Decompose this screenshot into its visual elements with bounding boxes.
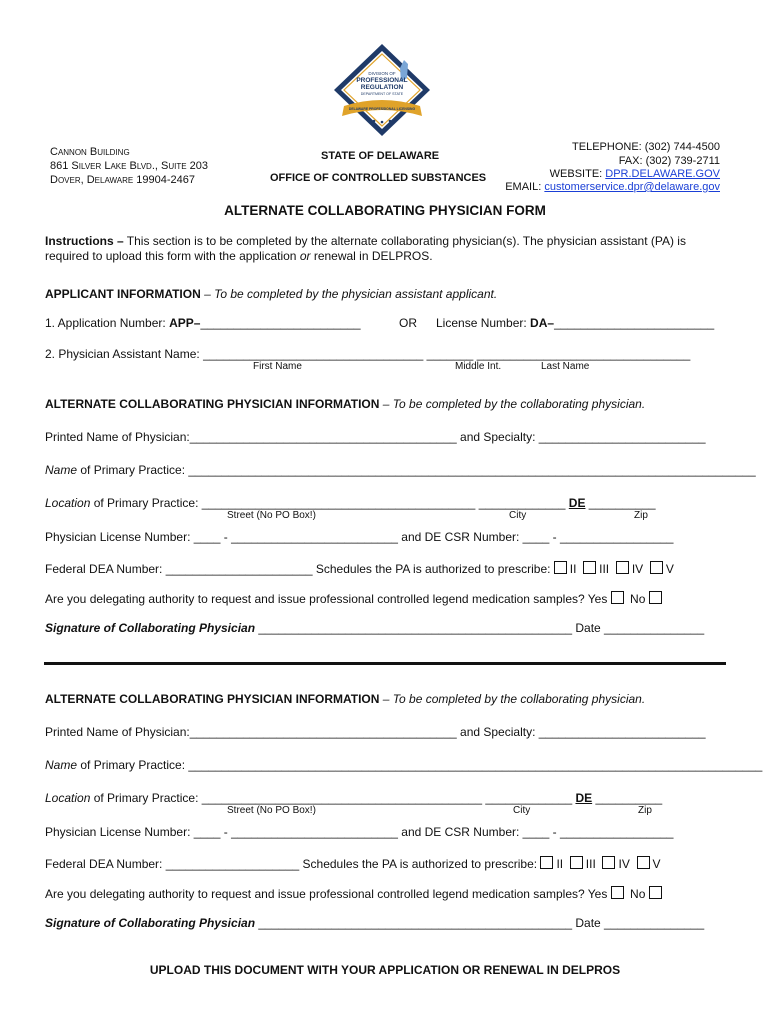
section1-zip-label: Zip [634, 510, 648, 521]
address-line-1: Cannon Building [50, 146, 130, 158]
section2-heading [45, 692, 645, 706]
state-heading: STATE OF DELAWARE [321, 150, 440, 162]
website-row [550, 168, 720, 180]
section1-zip-line: __________ [585, 496, 656, 510]
section1-delegate-row [45, 591, 665, 606]
instructions-line-2 [45, 249, 433, 263]
or-label: OR [399, 316, 417, 330]
instructions-text-2b: or [299, 249, 311, 263]
app-num-bold: APP– [169, 316, 201, 330]
section2-schedule-iii-label: III [585, 857, 596, 871]
section2-practice-name-field[interactable] [45, 758, 762, 772]
license-prefix: License Number: [436, 316, 531, 330]
section1-practice-name-text: of Primary Practice: _____________________________________________________________________________________ [77, 463, 756, 477]
section1-schedule-v-checkbox[interactable] [650, 561, 663, 574]
section1-signature-row[interactable] [45, 621, 704, 635]
instructions-text-2a: required to upload this form with the application [45, 249, 300, 263]
section1-city-label: City [509, 510, 527, 521]
section1-schedule-ii-label: II [569, 562, 577, 576]
section1-heading [45, 397, 645, 411]
section2-schedule-iv-checkbox[interactable] [602, 856, 615, 869]
svg-text:REGULATION: REGULATION [360, 84, 404, 91]
section2-dea-row [45, 856, 661, 871]
section2-location-field[interactable] [45, 791, 662, 805]
section1-de-label: DE [568, 496, 586, 510]
section1-location-text: of Primary Practice: _________________________________________ _____________ [90, 496, 569, 510]
email-link[interactable]: customerservice.dpr@delaware.gov [544, 181, 720, 193]
section1-location-field[interactable] [45, 496, 656, 510]
office-heading: OFFICE OF CONTROLLED SUBSTANCES [270, 172, 487, 184]
section2-no-label: No [630, 887, 649, 901]
email-label: EMAIL: [505, 181, 542, 193]
section2-delegate-text: Are you delegating authority to request and issue professional controlled legend medication samples? Yes [45, 887, 611, 901]
section1-no-label: No [630, 592, 649, 606]
section2-subheading: – To be completed by the collaborating physician. [379, 692, 646, 706]
svg-text:DELAWARE PROFESSIONAL LICENSIN: DELAWARE PROFESSIONAL LICENSING [348, 107, 416, 111]
section2-signature-row[interactable] [45, 916, 704, 930]
section2-no-checkbox[interactable] [649, 886, 662, 899]
section1-schedule-iv-label: IV [631, 562, 644, 576]
section2-location-italic: Location [45, 791, 91, 805]
address-line-2: 861 Silver Lake Blvd., Suite 203 [50, 160, 208, 172]
svg-text:DEPARTMENT OF STATE: DEPARTMENT OF STATE [360, 92, 404, 96]
section1-yes-checkbox[interactable] [611, 591, 624, 604]
email-row [505, 181, 720, 193]
section2-zip-line: __________ [592, 791, 663, 805]
form-title: ALTERNATE COLLABORATING PHYSICIAN FORM [224, 203, 546, 218]
section1-dea-row [45, 561, 674, 576]
website-label: WEBSITE: [549, 168, 603, 180]
section1-signature-label: Signature of Collaborating Physician [45, 621, 256, 635]
section2-schedule-v-label: V [652, 857, 661, 871]
section2-schedule-iv-label: IV [618, 857, 630, 871]
section2-yes-checkbox[interactable] [611, 886, 624, 899]
section2-signature-line: _______________________________________________ Date _______________ [255, 916, 705, 930]
section2-schedule-ii-label: II [556, 857, 564, 871]
section1-schedule-v-label: V [665, 562, 674, 576]
upload-notice: UPLOAD THIS DOCUMENT WITH YOUR APPLICATION OR RENEWAL IN DELPROS [149, 963, 621, 977]
telephone: TELEPHONE: (302) 744-4500 [572, 141, 720, 153]
section2-license-field[interactable]: Physician License Number: ____ - _________________________ and DE CSR Number: ____ - _________________ [45, 825, 674, 839]
section2-city-label: City [513, 805, 531, 816]
applicant-heading-bold: APPLICANT INFORMATION [45, 287, 201, 301]
section2-location-text: of Primary Practice: __________________________________________ _____________ [90, 791, 576, 805]
section2-heading-bold: ALTERNATE COLLABORATING PHYSICIAN INFORMATION [45, 692, 380, 706]
section2-printed-name-field[interactable]: Printed Name of Physician:________________________________________ and Specialty: _________________________ [45, 725, 706, 739]
section1-schedule-iii-label: III [599, 562, 610, 576]
section1-heading-bold: ALTERNATE COLLABORATING PHYSICIAN INFORMATION [45, 397, 380, 411]
section1-location-italic: Location [45, 496, 91, 510]
instructions-text-1: This section is to be completed by the alternate collaborating physician(s). The physician assistant (PA) is [123, 234, 686, 248]
middle-initial-label: Middle Int. [455, 361, 502, 372]
address-line-3: Dover, Delaware 19904-2467 [50, 174, 195, 186]
section1-schedule-ii-checkbox[interactable] [554, 561, 567, 574]
license-number-field[interactable] [436, 316, 714, 330]
section1-schedule-iii-checkbox[interactable] [583, 561, 596, 574]
pa-name-field[interactable]: 2. Physician Assistant Name: _________________________________ _______ ________________________________ [45, 347, 691, 361]
section2-street-label: Street (No PO Box!) [227, 805, 316, 816]
section2-delegate-row [45, 886, 665, 901]
section1-delegate-text: Are you delegating authority to request and issue professional controlled legend medication samples? Yes [45, 592, 611, 606]
application-number-field[interactable] [45, 316, 361, 330]
section1-subheading: – To be completed by the collaborating physician. [379, 397, 646, 411]
section1-license-field[interactable]: Physician License Number: ____ - _________________________ and DE CSR Number: ____ - _________________ [45, 530, 674, 544]
website-link[interactable]: DPR.DELAWARE.GOV [605, 168, 720, 180]
section1-practice-name-italic: Name [45, 463, 78, 477]
section2-de-label: DE [575, 791, 593, 805]
section2-practice-name-text: of Primary Practice: ______________________________________________________________________________________ [77, 758, 763, 772]
applicant-heading [45, 287, 497, 301]
first-name-label: First Name [253, 361, 302, 372]
section2-dea-text[interactable]: Federal DEA Number: ____________________ Schedules the PA is authorized to prescribe: [45, 857, 541, 871]
section1-schedule-iv-checkbox[interactable] [616, 561, 629, 574]
section2-schedule-v-checkbox[interactable] [637, 856, 650, 869]
fax: FAX: (302) 739-2711 [618, 155, 720, 167]
app-num-line: ________________________ [200, 316, 361, 330]
instructions-line-1 [45, 234, 686, 248]
section1-printed-name-field[interactable]: Printed Name of Physician:________________________________________ and Specialty: _________________________ [45, 430, 706, 444]
last-name-label: Last Name [541, 361, 590, 372]
svg-text:DIVISION OF: DIVISION OF [368, 71, 396, 76]
instructions-label: Instructions – [45, 234, 124, 248]
section-divider [44, 662, 726, 665]
section1-practice-name-field[interactable] [45, 463, 756, 477]
section2-zip-label: Zip [638, 805, 652, 816]
instructions-text-2c: renewal in DELPROS. [310, 249, 433, 263]
section1-signature-line: _______________________________________________ Date _______________ [255, 621, 705, 635]
division-of-professional-regulation-logo [330, 42, 434, 138]
section2-schedule-ii-checkbox[interactable] [540, 856, 553, 869]
license-line: ________________________ [554, 316, 715, 330]
svg-text:PROFESSIONAL: PROFESSIONAL [356, 77, 408, 84]
section1-street-label: Street (No PO Box!) [227, 510, 316, 521]
section2-signature-label: Signature of Collaborating Physician [45, 916, 256, 930]
applicant-subheading: – To be completed by the physician assistant applicant. [200, 287, 498, 301]
section2-schedule-iii-checkbox[interactable] [570, 856, 583, 869]
app-num-prefix: 1. Application Number: [45, 316, 170, 330]
section1-no-checkbox[interactable] [649, 591, 662, 604]
license-bold: DA– [530, 316, 555, 330]
section2-practice-name-italic: Name [45, 758, 78, 772]
section1-dea-text[interactable]: Federal DEA Number: ______________________ Schedules the PA is authorized to prescribe: [45, 562, 554, 576]
